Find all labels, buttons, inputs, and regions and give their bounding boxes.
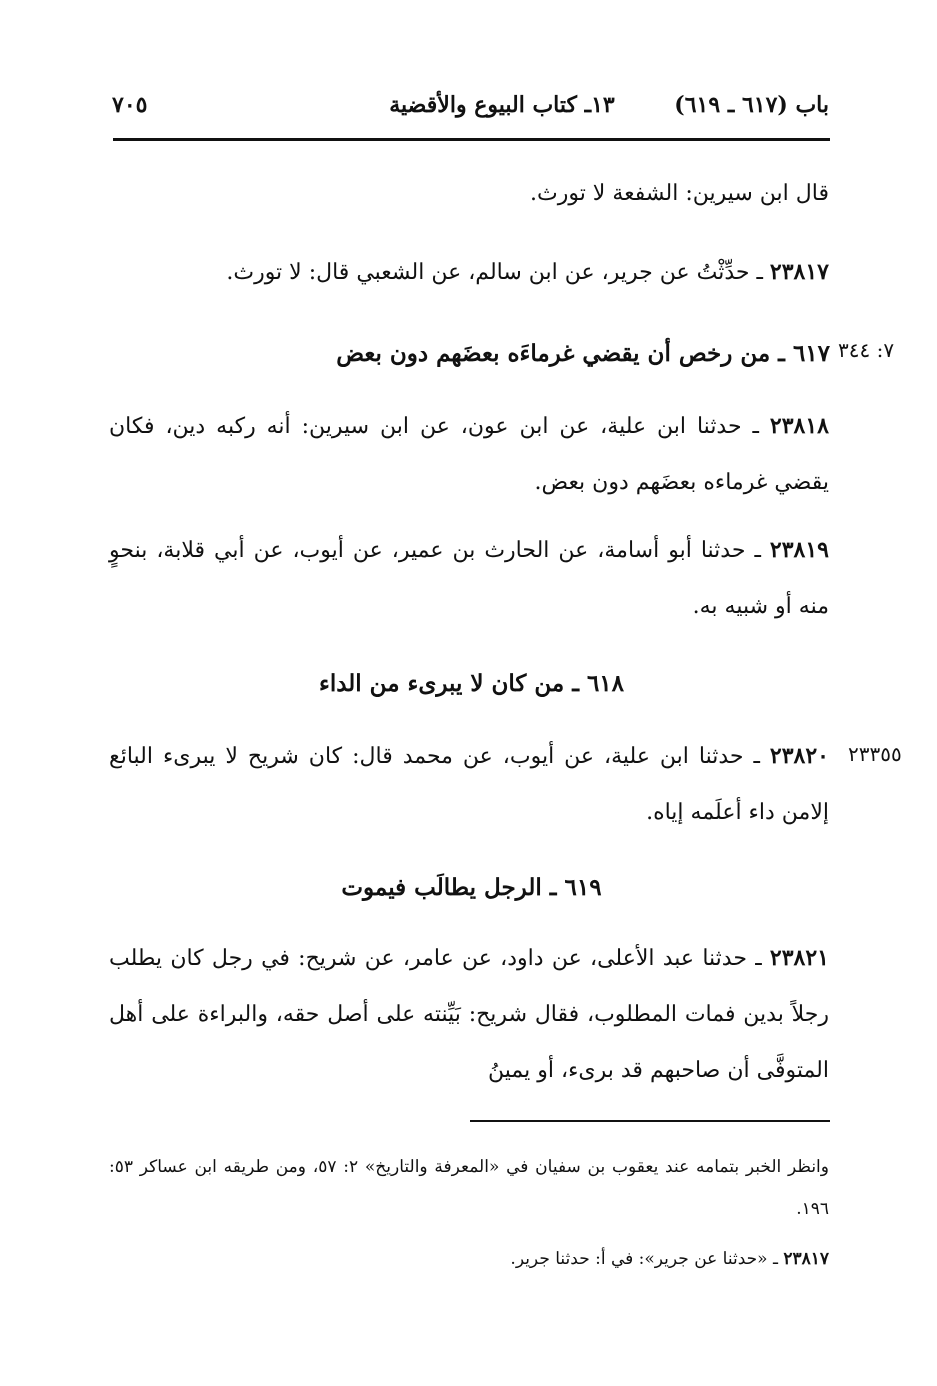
hadith-text: ـ حدثنا أبو أسامة، عن الحارث بن عمير، عن أيوب، عن أبي قلابة، بنحوٍ منه أو شبيه به.	[109, 538, 829, 619]
hadith-23821	[109, 930, 829, 1099]
hadith-text: ـ حدثنا عبد الأعلى، عن داود، عن عامر، عن شريح: في رجل كان يطلب رجلاً بدين فمات المطلوب، فقال شريح: بَيِّنته على أصل حقه، والبراءة على أهل المتوفَّى أن صاحبهم قد برىء، أو يمينُ	[109, 946, 829, 1083]
hadith-23818	[109, 398, 829, 511]
footnote-1: وانظر الخبر بتمامه عند يعقوب بن سفيان في «المعرفة والتاريخ» ٢: ٥٧، ومن طريقه ابن عساكر ٥٣: ١٩٦.	[109, 1157, 829, 1219]
footnote-rule	[470, 1120, 830, 1122]
running-header-book-title: ١٣ـ كتاب البيوع والأقضية	[389, 92, 615, 118]
footnote-number: ٢٣٨١٧	[783, 1249, 829, 1269]
hadith-23817	[109, 244, 829, 301]
hadith-number: ٢٣٨١٨	[769, 413, 829, 439]
margin-reference: ٧: ٣٤٤	[838, 338, 895, 362]
hadith-text: ـ حدثنا ابن علية، عن أيوب، عن محمد قال: كان شريح لا يبرىء البائع إلامن داء أعلَمه إياه.	[109, 744, 829, 825]
hadith-text: ـ حدِّثْتُ عن جرير، عن ابن سالم، عن الشعبي قال: لا تورث.	[226, 260, 770, 285]
header-rule	[113, 138, 830, 141]
margin-reference: ٢٣٣٥٥	[848, 742, 902, 766]
section-heading-619: ٦١٩ ـ الرجل يطالَب فيموت	[341, 874, 602, 901]
hadith-23820	[109, 728, 829, 841]
hadith-number: ٢٣٨١٧	[769, 259, 829, 285]
section-heading-618: ٦١٨ ـ من كان لا يبرىء من الداء	[319, 670, 624, 697]
hadith-23819	[109, 522, 829, 635]
section-heading-617: ٦١٧ ـ من رخص أن يقضي غرماءَه بعضَهم دون بعض	[336, 340, 830, 367]
hadith-number: ٢٣٨١٩	[769, 537, 829, 563]
hadith-text: ـ حدثنا ابن علية، عن ابن عون، عن ابن سيرين: أنه ركبه دين، فكان يقضي غرماءه بعضَهم دون بعض.	[109, 414, 829, 495]
running-header-chapter-range: باب (٦١٧ ـ ٦١٩)	[674, 92, 829, 118]
hadith-number: ٢٣٨٢١	[769, 945, 829, 971]
footnote-text: ـ «حدثنا عن جرير»: في أ: حدثنا جرير.	[510, 1249, 784, 1269]
page-number: ٧٠٥	[112, 92, 148, 118]
footnote-2	[109, 1238, 829, 1280]
hadith-number: ٢٣٨٢٠	[769, 743, 829, 769]
intro-line: قال ابن سيرين: الشفعة لا تورث.	[530, 181, 829, 206]
